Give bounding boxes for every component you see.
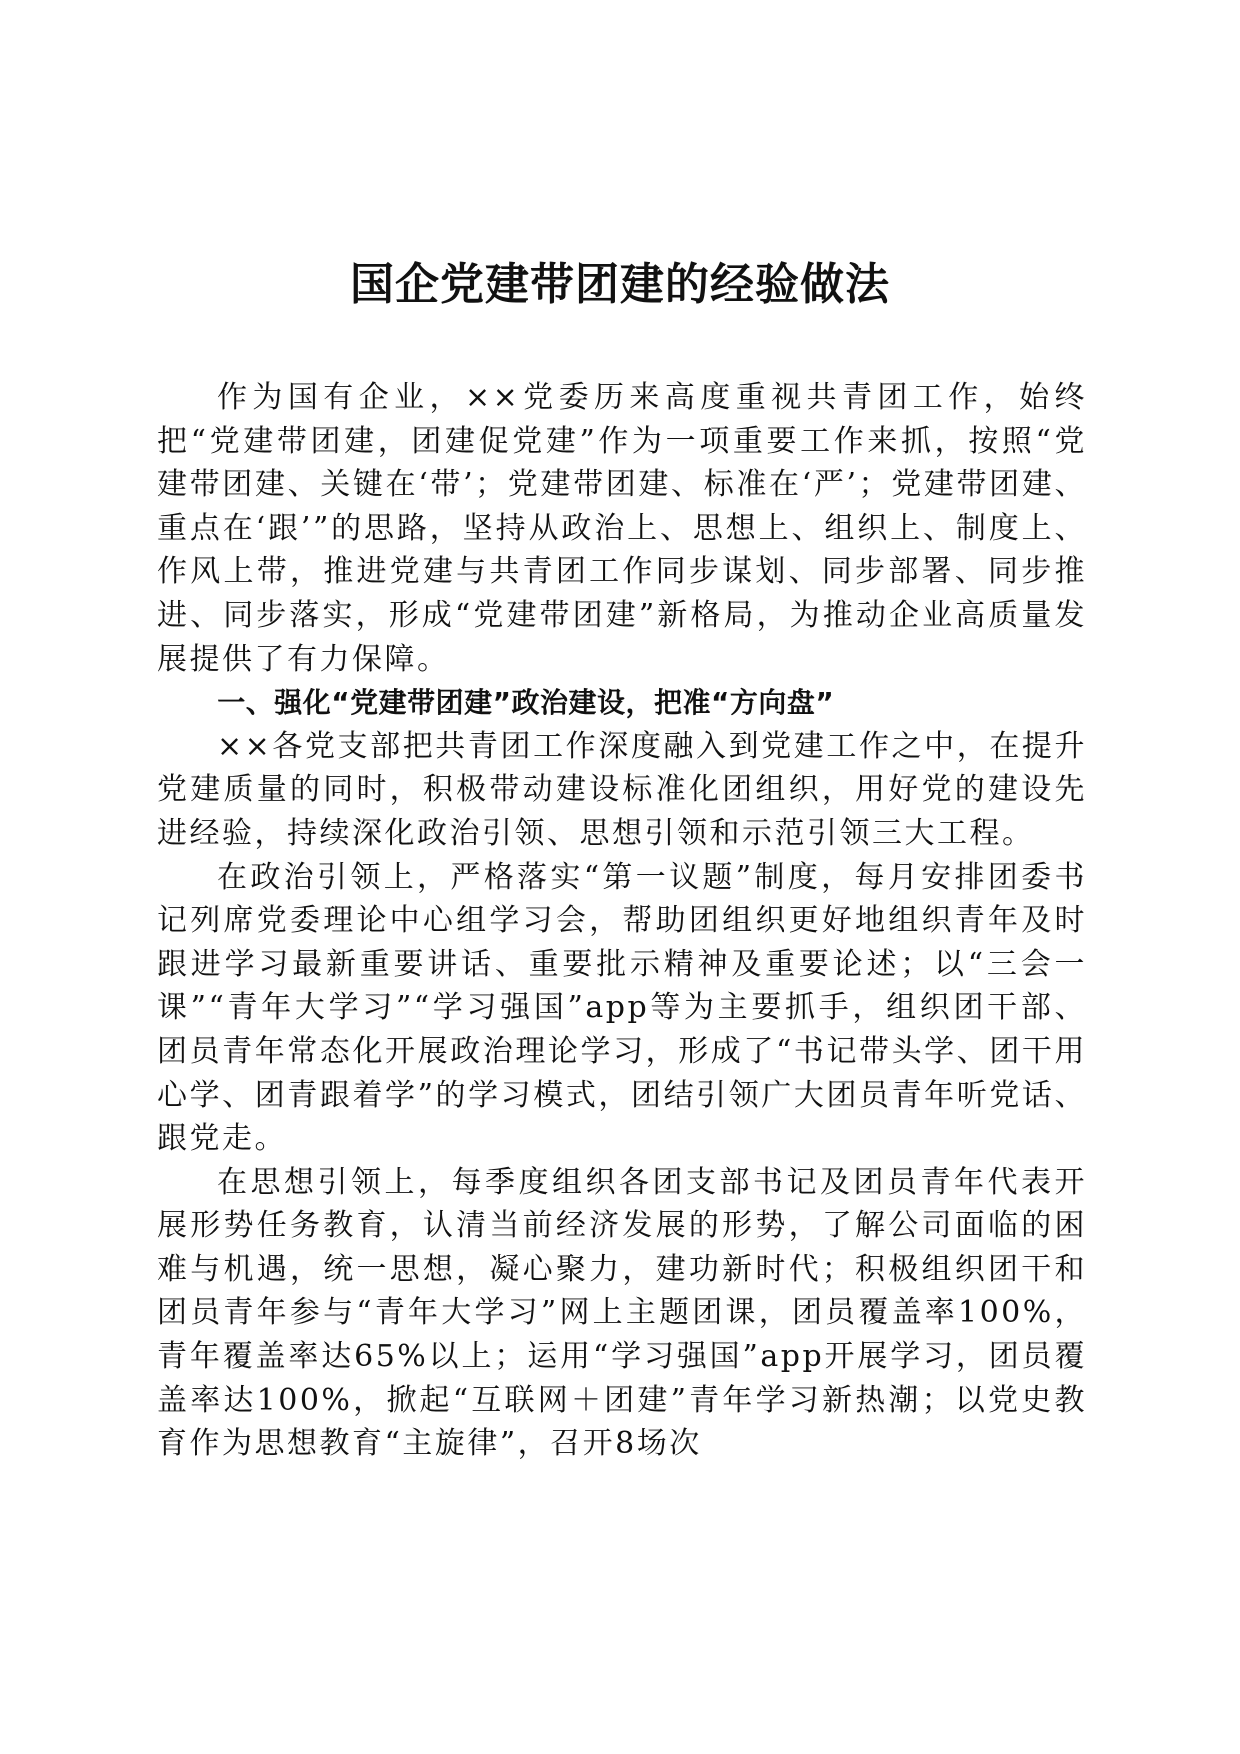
section-heading: 一、强化“党建带团建”政治建设，把准“方向盘”: [217, 686, 835, 720]
section-paragraph-1: ××各党支部把共青团工作深度融入到党建工作之中，在提升党建质量的同时，积极带动建设标准化团组织，用好党的建设先进经验，持续深化政治引领、思想引领和示范引领三大工程。: [157, 728, 1087, 851]
intro-paragraph: 作为国有企业，××党委历来高度重视共青团工作，始终把“党建带团建，团建促党建”作为一项重要工作来抓，按照“党建带团建、关键在‘带’；党建带团建、标准在‘严’；党建带团建、重点在‘跟’”的思路，坚持从政治上、思想上、组织上、制度上、作风上带，推进党建与共青团工作同步谋划、同步部署、同步推进、同步落实，形成“党建带团建”新格局，为推动企业高质量发展提供了有力保障。: [157, 380, 1087, 677]
section-paragraph-2: 在政治引领上，严格落实“第一议题”制度，每月安排团委书记列席党委理论中心组学习会，帮助团组织更好地组织青年及时跟进学习最新重要讲话、重要批示精神及重要论述；以“三会一课”“青年大学习”“学习强国”app等为主要抓手，组织团干部、团员青年常态化开展政治理论学习，形成了“书记带头学、团干用心学、团青跟着学”的学习模式，团结引领广大团员青年听党话、跟党走。: [157, 859, 1087, 1157]
document-title: 国企党建带团建的经验做法: [350, 259, 890, 310]
document-body: [157, 376, 1087, 1466]
section-paragraph-3: 在思想引领上，每季度组织各团支部书记及团员青年代表开展形势任务教育，认清当前经济发展的形势，了解公司面临的困难与机遇，统一思想，凝心聚力，建功新时代；积极组织团干和团员青年参与“青年大学习”网上主题团课，团员覆盖率100%，青年覆盖率达65%以上；运用“学习强国”app开展学习，团员覆盖率达100%，掀起“互联网＋团建”青年学习新热潮；以党史教育作为思想教育“主旋律”，召开8场次: [157, 1164, 1087, 1462]
